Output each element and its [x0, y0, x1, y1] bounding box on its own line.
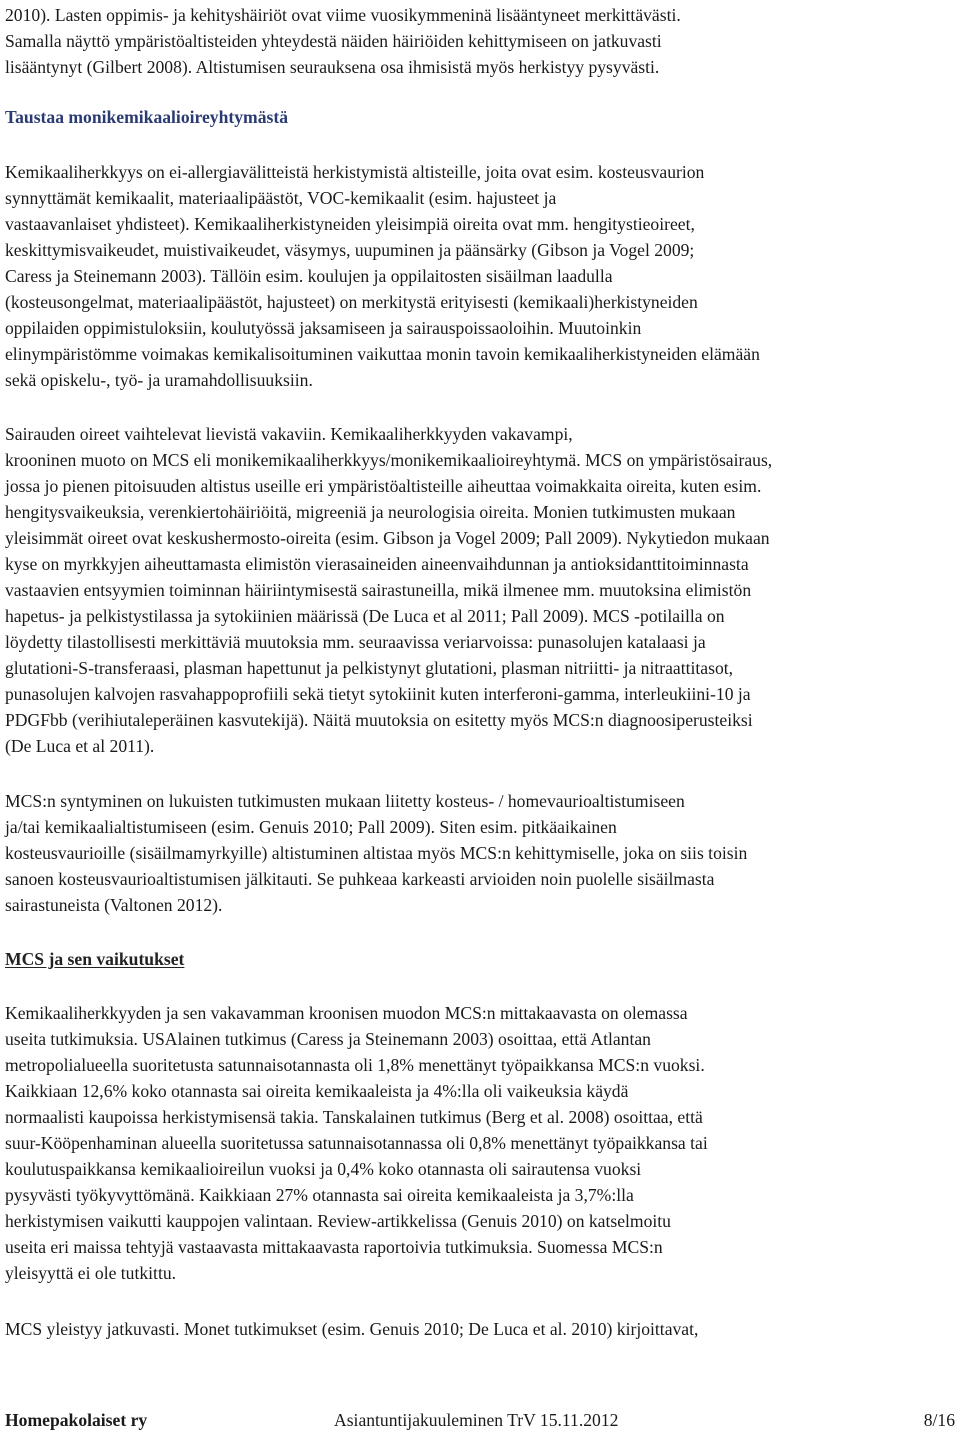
text-line: synnyttämät kemikaalit, materiaalipäästöt, VOC-kemikaalit (esim. hajusteet ja: [5, 188, 557, 208]
text-line: punasolujen kalvojen rasvahappoprofiili sekä tietyt sytokiinit kuten interferoni-gamma, interleukiini-10 ja: [5, 684, 751, 704]
text-line: (De Luca et al 2011).: [5, 736, 155, 756]
footer-document-title: Asiantuntijakuuleminen TrV 15.11.2012: [334, 1410, 619, 1430]
text-line: kyse on myrkkyjen aiheuttamasta elimistön vierasaineiden aineenvaihdunnan ja antioksidanttitoiminnasta: [5, 554, 749, 574]
text-line: (kosteusongelmat, materiaalipäästöt, hajusteet) on merkitystä erityisesti (kemikaali)herkistyneiden: [5, 292, 698, 312]
text-line: Kaikkiaan 12,6% koko otannasta sai oireita kemikaaleista ja 4%:lla oli vaikeuksia käydä: [5, 1081, 629, 1101]
text-line: glutationi-S-transferaasi, plasman hapettunut ja pelkistynyt glutationi, plasman nitriitti- ja nitraattitasot,: [5, 658, 734, 678]
text-line: ja/tai kemikaalialtistumiseen (esim. Genuis 2010; Pall 2009). Siten esim. pitkäaikainen: [5, 817, 617, 837]
text-line: vastaavien entsyymien toiminnan häiriintymisestä sairastuneilla, mikä ilmenee mm. muutoksina elimistön: [5, 580, 752, 600]
text-line: lisääntynyt (Gilbert 2008). Altistumisen seurauksena osa ihmisistä myös herkistyy pysyvästi.: [5, 57, 660, 77]
text-line: jossa jo pienen pitoisuuden altistus useille eri ympäristöaltisteille aiheuttaa voimakkaita oireita, kuten esim.: [5, 476, 762, 496]
text-line: oppilaiden oppimistuloksiin, koulutyössä jaksamiseen ja sairauspoissaoloihin. Muutoinkin: [5, 318, 642, 338]
text-line: PDGFbb (verihiutaleperäinen kasvutekijä). Näitä muutoksia on esitetty myös MCS:n diagnoosiperusteiksi: [5, 710, 753, 730]
text-line: Kemikaaliherkkyys on ei-allergiavälitteistä herkistymistä altisteille, joita ovat esim. kosteusvaurion: [5, 162, 705, 182]
text-line: suur-Kööpenhaminan alueella suoritetussa satunnaisotannassa oli 0,8% menettänyt työpaikkansa tai: [5, 1133, 708, 1153]
text-line: Samalla näyttö ympäristöaltisteiden yhteydestä näiden häiriöiden kehittymiseen on jatkuvasti: [5, 31, 662, 51]
page-footer: [5, 1408, 955, 1432]
text-line: sanoen kosteusvaurioaltistumisen jälkitauti. Se puhkeaa karkeasti arvioiden noin puolelle sisäilmasta: [5, 869, 715, 889]
text-line: metropolialueella suoritetusta satunnaisotannasta oli 1,8% menettänyt työpaikkansa MCS:n vuoksi.: [5, 1055, 705, 1075]
text-line: normaalisti kaupoissa herkistymisensä takia. Tanskalainen tutkimus (Berg et al. 2008) osoittaa, että: [5, 1107, 703, 1127]
text-line: sairastuneista (Valtonen 2012).: [5, 895, 223, 915]
footer-organization: Homepakolaiset ry: [5, 1410, 148, 1430]
section-heading: MCS ja sen vaikutukset: [5, 949, 185, 969]
text-line: keskittymisvaikeudet, muistivaikeudet, väsymys, uupuminen ja päänsärky (Gibson ja Vogel 2009;: [5, 240, 695, 260]
text-line: 2010). Lasten oppimis- ja kehityshäiriöt ovat viime vuosikymmeninä lisääntyneet merkittävästi.: [5, 5, 681, 25]
text-line: yleisyyttä ei ole tutkittu.: [5, 1263, 177, 1283]
text-line: Kemikaaliherkkyyden ja sen vakavamman kroonisen muodon MCS:n mittakaavasta on olemassa: [5, 1003, 688, 1023]
text-line: useita eri maissa tehtyjä vastaavasta mittakaavasta raportoivia tutkimuksia. Suomessa MCS:n: [5, 1237, 663, 1257]
text-line: hengitysvaikeuksia, verenkiertohäiriöitä, migreeniä ja neurologisia oireita. Monien tutkimusten mukaan: [5, 502, 736, 522]
section-heading: Taustaa monikemikaalioireyhtymästä: [5, 107, 288, 127]
text-line: krooninen muoto on MCS eli monikemikaaliherkkyys/monikemikaalioireyhtymä. MCS on ympäristösairaus,: [5, 450, 773, 470]
text-line: vastaavanlaiset yhdisteet). Kemikaaliherkistyneiden yleisimpiä oireita ovat mm. hengitystieoireet,: [5, 214, 695, 234]
text-line: useita tutkimuksia. USAlainen tutkimus (Caress ja Steinemann 2003) osoittaa, että Atlantan: [5, 1029, 651, 1049]
footer-page-number: 8/16: [923, 1410, 955, 1430]
text-line: Caress ja Steinemann 2003). Tällöin esim. koulujen ja oppilaitosten sisäilman laadulla: [5, 266, 613, 286]
text-line: pysyvästi työkyvyttömänä. Kaikkiaan 27% otannasta sai oireita kemikaaleista ja 3,7%:lla: [5, 1185, 634, 1205]
text-line: MCS:n syntyminen on lukuisten tutkimusten mukaan liitetty kosteus- / homevaurioaltistumiseen: [5, 791, 685, 811]
text-line: elinympäristömme voimakas kemikalisoituminen vaikuttaa monin tavoin kemikaaliherkistyneiden elämään: [5, 344, 760, 364]
text-line: koulutuspaikkansa kemikaalioireilun vuoksi ja 0,4% koko otannasta oli sairautensa vuoksi: [5, 1159, 642, 1179]
text-line: löydetty tilastollisesti merkittäviä muutoksia mm. seuraavissa veriarvoissa: punasolujen katalaasi ja: [5, 632, 706, 652]
text-line: yleisimmät oireet ovat keskushermosto-oireita (esim. Gibson ja Vogel 2009; Pall 2009). Nykytiedon mukaan: [5, 528, 770, 548]
text-line: sekä opiskelu-, työ- ja uramahdollisuuksiin.: [5, 370, 313, 390]
text-line: herkistymisen vaikutti kauppojen valintaan. Review-artikkelissa (Genuis 2010) on katselmoitu: [5, 1211, 671, 1231]
text-line: hapetus- ja pelkistystilassa ja sytokiinien määrissä (De Luca et al 2011; Pall 2009). MCS -potilailla on: [5, 606, 725, 626]
text-line: MCS yleistyy jatkuvasti. Monet tutkimukset (esim. Genuis 2010; De Luca et al. 2010) kirjoittavat,: [5, 1319, 699, 1339]
text-line: Sairauden oireet vaihtelevat lievistä vakaviin. Kemikaaliherkkyyden vakavampi,: [5, 424, 573, 444]
text-line: kosteusvaurioille (sisäilmamyrkyille) altistuminen altistaa myös MCS:n kehittymiselle, joka on siis toisin: [5, 843, 748, 863]
